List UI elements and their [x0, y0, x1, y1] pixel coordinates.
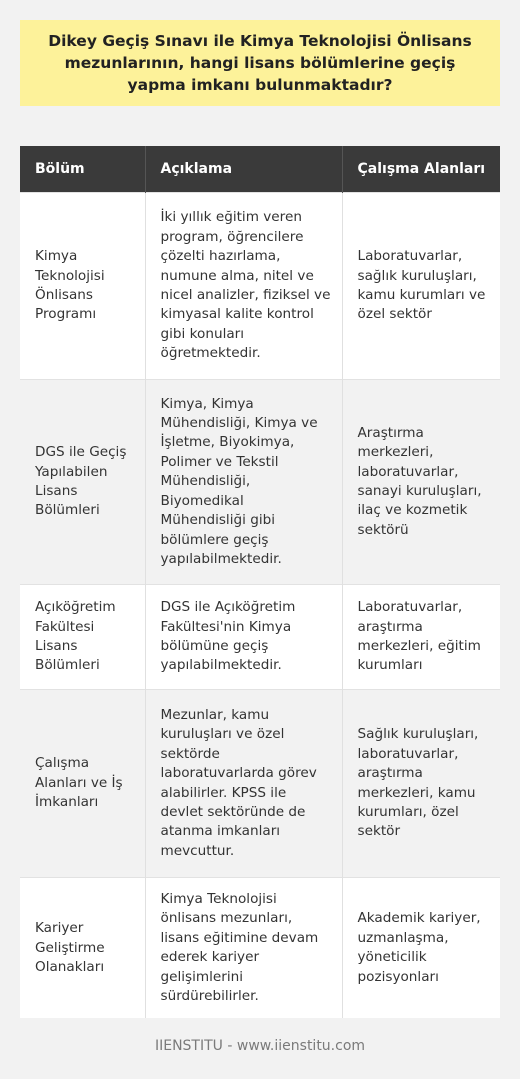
cell-aciklama: Kimya, Kimya Mühendisliği, Kimya ve İşletme, Biyokimya, Polimer ve Tekstil Mühendisliği, Biyomedikal Mühendisliği gibi bölümlere geçiş yapılabilmektedir. [145, 380, 342, 585]
header-calisma-alanlari: Çalışma Alanları [342, 146, 500, 193]
table-row [20, 878, 500, 1019]
cell-aciklama: DGS ile Açıköğretim Fakültesi'nin Kimya bölümüne geçiş yapılabilmektedir. [145, 585, 342, 690]
cell-bolum: Kimya Teknolojisi Önlisans Programı [20, 193, 145, 380]
table-row [20, 690, 500, 878]
cell-aciklama: Mezunlar, kamu kuruluşları ve özel sektörde laboratuvarlarda görev alabilirler. KPSS ile devlet sektöründe de atanma imkanları mevcuttur. [145, 690, 342, 878]
header-aciklama: Açıklama [145, 146, 342, 193]
cell-calisma-alanlari: Araştırma merkezleri, laboratuvarlar, sanayi kuruluşları, ilaç ve kozmetik sektörü [342, 380, 500, 585]
cell-calisma-alanlari: Laboratuvarlar, sağlık kuruluşları, kamu kurumları ve özel sektör [342, 193, 500, 380]
header-bolum: Bölüm [20, 146, 145, 193]
cell-calisma-alanlari: Laboratuvarlar, araştırma merkezleri, eğitim kurumları [342, 585, 500, 690]
table-row [20, 585, 500, 690]
table-row [20, 193, 500, 380]
title-box [20, 20, 500, 106]
cell-bolum: Açıköğretim Fakültesi Lisans Bölümleri [20, 585, 145, 690]
footer-credit: IIENSTITU - www.iienstitu.com [154, 1038, 366, 1054]
page-title: Dikey Geçiş Sınavı ile Kimya Teknolojisi Önlisans mezunlarının, hangi lisans bölümlerine geçiş yapma imkanı bulunmaktadır? [48, 32, 472, 94]
cell-calisma-alanlari: Akademik kariyer, uzmanlaşma, yöneticilik pozisyonları [342, 878, 500, 1019]
cell-aciklama: Kimya Teknolojisi önlisans mezunları, lisans eğitimine devam ederek kariyer gelişimlerini sürdürebilirler. [145, 878, 342, 1019]
cell-bolum: DGS ile Geçiş Yapılabilen Lisans Bölümleri [20, 380, 145, 585]
comparison-table [20, 146, 500, 1018]
table-row [20, 380, 500, 585]
table-header-row [20, 146, 500, 193]
cell-calisma-alanlari: Sağlık kuruluşları, laboratuvarlar, araştırma merkezleri, kamu kurumları, özel sektör [342, 690, 500, 878]
cell-bolum: Kariyer Geliştirme Olanakları [20, 878, 145, 1019]
cell-aciklama: İki yıllık eğitim veren program, öğrencilere çözelti hazırlama, numune alma, nitel ve nicel analizler, fiziksel ve kimyasal kalite kontrol gibi konuları öğretmektedir. [145, 193, 342, 380]
cell-bolum: Çalışma Alanları ve İş İmkanları [20, 690, 145, 878]
